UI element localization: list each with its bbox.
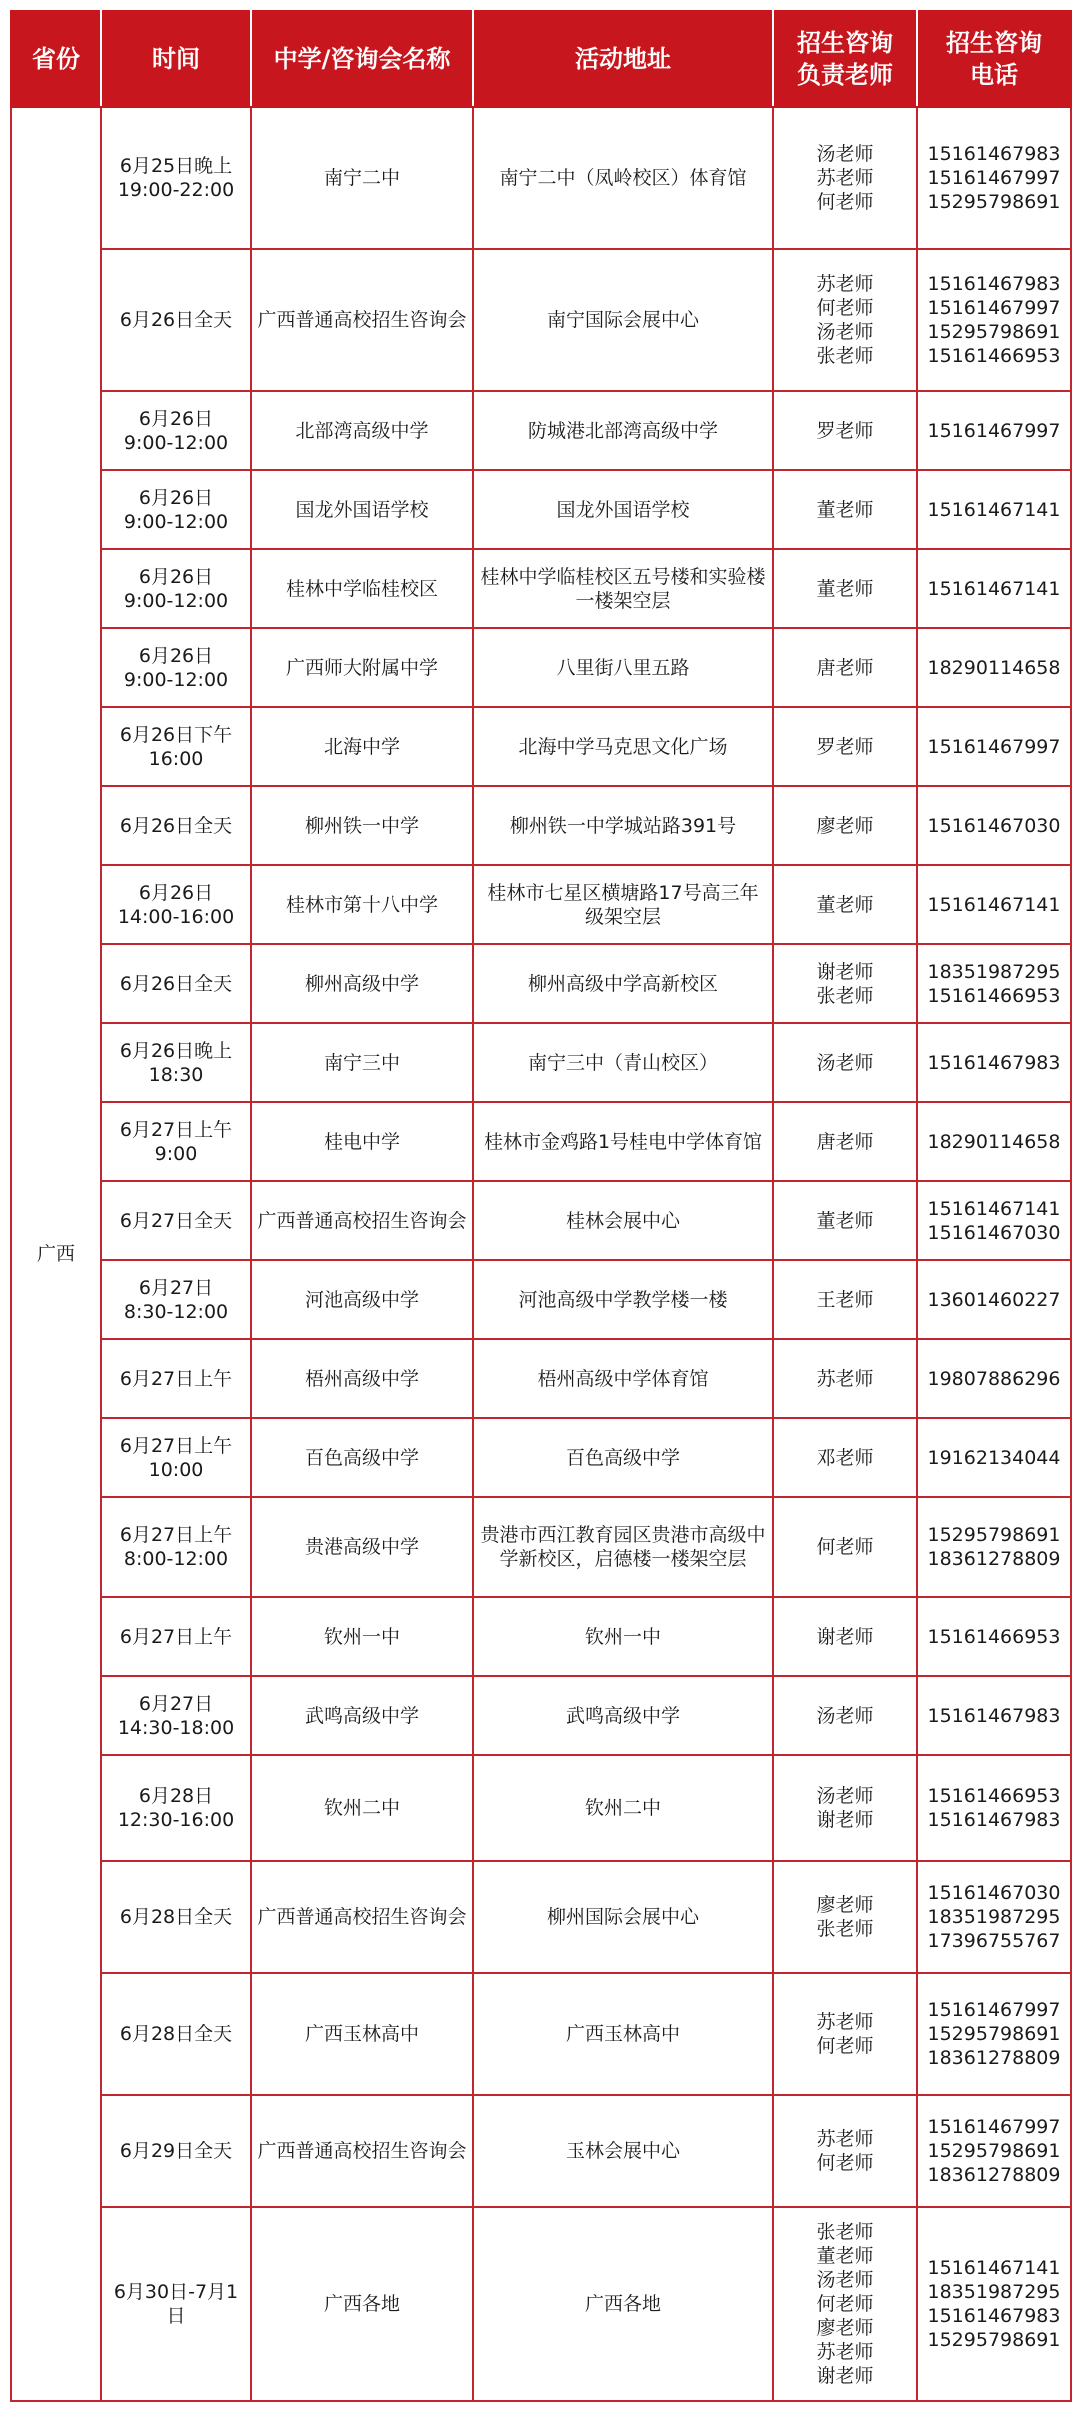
phone-cell-line: 15161467983 [927, 1051, 1061, 1074]
time-cell-line: 6月27日 [138, 1692, 214, 1715]
phone-cell-line: 15161467997 [927, 735, 1061, 758]
address-cell: 柳州国际会展中心 [473, 1861, 773, 1973]
school-cell: 广西玉林高中 [251, 1973, 473, 2095]
time-cell-line: 18:30 [148, 1063, 204, 1086]
school-cell: 广西普通高校招生咨询会 [251, 2095, 473, 2207]
teacher-cell [773, 1676, 917, 1755]
time-cell-line: 6月26日 [138, 565, 214, 588]
phone-cell-line: 15161467030 [927, 814, 1061, 837]
address-cell: 南宁三中（青山校区） [473, 1023, 773, 1102]
phone-cell-line: 15161466953 [927, 345, 1061, 367]
phone-cell [917, 1260, 1071, 1339]
teacher-cell-line: 何老师 [816, 2293, 874, 2315]
teacher-cell [773, 1861, 917, 1973]
teacher-cell [773, 1973, 917, 2095]
phone-cell [917, 628, 1071, 707]
school-cell: 桂电中学 [251, 1102, 473, 1181]
teacher-cell-line: 何老师 [816, 1536, 874, 1558]
phone-cell-line: 15161467997 [927, 297, 1061, 319]
teacher-cell [773, 786, 917, 865]
phone-cell [917, 1676, 1071, 1755]
time-cell [101, 249, 251, 391]
address-cell: 广西各地 [473, 2207, 773, 2401]
phone-cell-line: 15295798691 [927, 1524, 1061, 1546]
table-row [11, 944, 1071, 1023]
school-cell: 北海中学 [251, 707, 473, 786]
school-cell: 贵港高级中学 [251, 1497, 473, 1597]
phone-cell-line: 15295798691 [927, 2329, 1061, 2351]
teacher-cell-line: 汤老师 [816, 1051, 874, 1074]
header-school: 中学/咨询会名称 [251, 11, 473, 107]
teacher-cell [773, 1023, 917, 1102]
header-row [11, 11, 1071, 107]
phone-cell-line: 18290114658 [927, 1130, 1061, 1153]
table-row [11, 107, 1071, 249]
school-cell: 柳州铁一中学 [251, 786, 473, 865]
time-cell-line: 8:00-12:00 [123, 1548, 229, 1570]
time-cell-line: 6月26日 [138, 881, 214, 904]
phone-cell-line: 15161467983 [927, 273, 1061, 295]
header-province: 省份 [11, 11, 101, 107]
time-cell-line: 12:30-16:00 [117, 1809, 235, 1831]
address-cell: 武鸣高级中学 [473, 1676, 773, 1755]
school-cell: 钦州一中 [251, 1597, 473, 1676]
school-cell: 武鸣高级中学 [251, 1676, 473, 1755]
time-cell-line: 6月26日 [138, 407, 214, 430]
table-row [11, 2095, 1071, 2207]
phone-cell [917, 1755, 1071, 1861]
teacher-cell-line: 苏老师 [816, 2011, 874, 2033]
header-phone [917, 11, 1071, 107]
phone-cell-line: 15161467983 [927, 1704, 1061, 1727]
teacher-cell-line: 汤老师 [816, 321, 874, 343]
time-cell [101, 1676, 251, 1755]
school-cell: 广西各地 [251, 2207, 473, 2401]
header-teacher [773, 11, 917, 107]
teacher-cell-line: 何老师 [816, 297, 874, 319]
phone-cell [917, 1418, 1071, 1497]
header-teacher-line2: 负责老师 [797, 61, 893, 89]
teacher-cell [773, 470, 917, 549]
time-cell [101, 1102, 251, 1181]
teacher-cell-line: 唐老师 [816, 656, 874, 679]
teacher-cell [773, 1597, 917, 1676]
teacher-cell [773, 1181, 917, 1260]
teacher-cell-line: 邓老师 [816, 1446, 874, 1469]
table-row [11, 865, 1071, 944]
phone-cell-line: 15161466953 [927, 1625, 1061, 1648]
time-cell-line: 10:00 [148, 1458, 204, 1481]
phone-cell [917, 1339, 1071, 1418]
teacher-cell-line: 谢老师 [816, 1809, 874, 1831]
phone-cell [917, 470, 1071, 549]
time-cell-line: 6月27日上午 [119, 1625, 233, 1648]
teacher-cell-line: 张老师 [816, 1918, 874, 1940]
time-cell-line: 6月27日全天 [119, 1209, 233, 1232]
teacher-cell [773, 707, 917, 786]
time-cell-line: 6月27日上午 [119, 1118, 233, 1141]
time-cell-line: 9:00-12:00 [123, 510, 229, 533]
table-row [11, 1260, 1071, 1339]
teacher-cell-line: 苏老师 [816, 273, 874, 295]
phone-cell [917, 1861, 1071, 1973]
time-cell [101, 2207, 251, 2401]
phone-cell [917, 2207, 1071, 2401]
address-cell: 南宁国际会展中心 [473, 249, 773, 391]
table-row [11, 391, 1071, 470]
time-cell [101, 1755, 251, 1861]
teacher-cell-line: 谢老师 [816, 960, 874, 983]
address-cell: 防城港北部湾高级中学 [473, 391, 773, 470]
school-cell: 广西师大附属中学 [251, 628, 473, 707]
time-cell [101, 2095, 251, 2207]
phone-cell-line: 15295798691 [927, 2023, 1061, 2045]
phone-cell-line: 15161467030 [927, 1221, 1061, 1244]
teacher-cell [773, 549, 917, 628]
time-cell-line: 6月26日下午 [119, 723, 233, 746]
phone-cell-line: 15295798691 [927, 2140, 1061, 2162]
time-cell-line: 9:00 [154, 1142, 198, 1165]
table-row [11, 1181, 1071, 1260]
phone-cell [917, 391, 1071, 470]
schedule-table [10, 10, 1072, 2402]
header-address: 活动地址 [473, 11, 773, 107]
table-row [11, 1418, 1071, 1497]
phone-cell-line: 15161467983 [927, 2305, 1061, 2327]
teacher-cell [773, 1418, 917, 1497]
teacher-cell [773, 1260, 917, 1339]
school-cell: 河池高级中学 [251, 1260, 473, 1339]
time-cell [101, 628, 251, 707]
time-cell-line: 9:00-12:00 [123, 589, 229, 612]
header-phone-line2: 电话 [970, 61, 1018, 89]
table-row [11, 1597, 1071, 1676]
teacher-cell [773, 944, 917, 1023]
phone-cell-line: 15295798691 [927, 321, 1061, 343]
time-cell-line: 16:00 [148, 747, 204, 770]
school-cell: 国龙外国语学校 [251, 470, 473, 549]
time-cell-line: 6月27日上午 [119, 1367, 233, 1390]
time-cell-line: 8:30-12:00 [123, 1300, 229, 1323]
phone-cell-line: 18290114658 [927, 656, 1061, 679]
time-cell-line: 6月27日 [138, 1276, 214, 1299]
time-cell [101, 1861, 251, 1973]
school-cell: 桂林市第十八中学 [251, 865, 473, 944]
teacher-cell [773, 107, 917, 249]
teacher-cell [773, 249, 917, 391]
school-cell: 梧州高级中学 [251, 1339, 473, 1418]
time-cell-line: 19:00-22:00 [117, 179, 235, 201]
teacher-cell-line: 汤老师 [816, 143, 874, 165]
address-cell: 玉林会展中心 [473, 2095, 773, 2207]
address-cell: 国龙外国语学校 [473, 470, 773, 549]
time-cell [101, 707, 251, 786]
teacher-cell [773, 391, 917, 470]
time-cell [101, 107, 251, 249]
phone-cell-line: 15161466953 [927, 984, 1061, 1007]
time-cell-line: 6月27日上午 [119, 1524, 233, 1546]
address-cell: 桂林会展中心 [473, 1181, 773, 1260]
address-cell: 广西玉林高中 [473, 1973, 773, 2095]
phone-cell-line: 15161467983 [927, 143, 1061, 165]
teacher-cell-line: 董老师 [816, 498, 874, 521]
time-cell-line: 9:00-12:00 [123, 431, 229, 454]
time-cell [101, 1339, 251, 1418]
phone-cell-line: 18351987295 [927, 960, 1061, 983]
table-row [11, 249, 1071, 391]
time-cell-line: 日 [166, 2305, 186, 2327]
teacher-cell-line: 汤老师 [816, 1785, 874, 1807]
teacher-cell [773, 1755, 917, 1861]
teacher-cell-line: 何老师 [816, 191, 874, 213]
phone-cell-line: 15161467997 [927, 2116, 1061, 2138]
phone-cell [917, 1102, 1071, 1181]
school-cell: 广西普通高校招生咨询会 [251, 1861, 473, 1973]
table-row [11, 2207, 1071, 2401]
teacher-cell-line: 董老师 [816, 577, 874, 600]
phone-cell [917, 1497, 1071, 1597]
time-cell [101, 1181, 251, 1260]
phone-cell [917, 107, 1071, 249]
address-cell: 南宁二中（凤岭校区）体育馆 [473, 107, 773, 249]
phone-cell-line: 18361278809 [927, 2047, 1061, 2069]
teacher-cell-line: 张老师 [816, 2221, 874, 2243]
phone-cell [917, 2095, 1071, 2207]
phone-cell [917, 549, 1071, 628]
teacher-cell-line: 张老师 [816, 345, 874, 367]
phone-cell-line: 15161467983 [927, 1809, 1061, 1831]
phone-cell-line: 15161467997 [927, 419, 1061, 442]
phone-cell [917, 865, 1071, 944]
time-cell-line: 6月26日全天 [119, 309, 233, 331]
phone-cell-line: 15161467997 [927, 1999, 1061, 2021]
school-cell: 百色高级中学 [251, 1418, 473, 1497]
phone-cell-line: 18351987295 [927, 1906, 1061, 1928]
phone-cell [917, 1973, 1071, 2095]
school-cell: 广西普通高校招生咨询会 [251, 1181, 473, 1260]
teacher-cell-line: 廖老师 [816, 814, 874, 837]
table-row [11, 1755, 1071, 1861]
teacher-cell-line: 董老师 [816, 893, 874, 916]
time-cell-line: 6月26日 [138, 644, 214, 667]
time-cell [101, 549, 251, 628]
teacher-cell-line: 廖老师 [816, 2317, 874, 2339]
time-cell-line: 6月30日-7月1 [113, 2281, 239, 2303]
time-cell-line: 6月29日全天 [119, 2140, 233, 2162]
schedule-container [10, 10, 1070, 2402]
address-cell: 百色高级中学 [473, 1418, 773, 1497]
address-cell: 梧州高级中学体育馆 [473, 1339, 773, 1418]
teacher-cell-line: 王老师 [816, 1288, 874, 1311]
phone-cell-line: 15161467141 [927, 498, 1061, 521]
phone-cell-line: 13601460227 [927, 1288, 1061, 1311]
time-cell [101, 944, 251, 1023]
teacher-cell-line: 董老师 [816, 2245, 874, 2267]
phone-cell-line: 15161467141 [927, 893, 1061, 916]
teacher-cell-line: 谢老师 [816, 2365, 874, 2387]
time-cell [101, 1260, 251, 1339]
time-cell [101, 470, 251, 549]
phone-cell [917, 707, 1071, 786]
phone-cell-line: 18361278809 [927, 1548, 1061, 1570]
school-cell: 北部湾高级中学 [251, 391, 473, 470]
phone-cell-line: 15161467141 [927, 577, 1061, 600]
address-cell: 柳州铁一中学城站路391号 [473, 786, 773, 865]
time-cell-line: 9:00-12:00 [123, 668, 229, 691]
teacher-cell-line: 苏老师 [816, 167, 874, 189]
time-cell-line: 6月25日晚上 [119, 155, 233, 177]
header-teacher-line1: 招生咨询 [797, 29, 893, 57]
teacher-cell [773, 1497, 917, 1597]
teacher-cell-line: 董老师 [816, 1209, 874, 1232]
header-time: 时间 [101, 11, 251, 107]
phone-cell [917, 944, 1071, 1023]
phone-cell [917, 1023, 1071, 1102]
teacher-cell [773, 865, 917, 944]
teacher-cell-line: 罗老师 [816, 419, 874, 442]
time-cell [101, 1023, 251, 1102]
school-cell: 钦州二中 [251, 1755, 473, 1861]
teacher-cell [773, 628, 917, 707]
header-phone-line1: 招生咨询 [946, 29, 1042, 57]
phone-cell-line: 15295798691 [927, 191, 1061, 213]
table-row [11, 470, 1071, 549]
time-cell-line: 6月28日 [138, 1785, 214, 1807]
time-cell [101, 865, 251, 944]
table-row [11, 1676, 1071, 1755]
address-cell: 贵港市西江教育园区贵港市高级中学新校区，启德楼一楼架空层 [473, 1497, 773, 1597]
time-cell-line: 6月28日全天 [119, 2023, 233, 2045]
time-cell-line: 6月26日全天 [119, 972, 233, 995]
school-cell: 南宁三中 [251, 1023, 473, 1102]
address-cell: 桂林市七星区横塘路17号高三年级架空层 [473, 865, 773, 944]
address-cell: 柳州高级中学高新校区 [473, 944, 773, 1023]
teacher-cell [773, 2095, 917, 2207]
phone-cell-line: 15161467141 [927, 1197, 1061, 1220]
phone-cell-line: 15161466953 [927, 1785, 1061, 1807]
teacher-cell-line: 罗老师 [816, 735, 874, 758]
teacher-cell-line: 苏老师 [816, 1367, 874, 1390]
phone-cell [917, 1181, 1071, 1260]
province-cell: 广西 [11, 107, 101, 2401]
table-row [11, 549, 1071, 628]
phone-cell-line: 18351987295 [927, 2281, 1061, 2303]
time-cell-line: 14:00-16:00 [117, 905, 235, 928]
time-cell [101, 786, 251, 865]
teacher-cell-line: 谢老师 [816, 1625, 874, 1648]
table-row [11, 1973, 1071, 2095]
time-cell-line: 6月27日上午 [119, 1434, 233, 1457]
time-cell [101, 1418, 251, 1497]
phone-cell-line: 18361278809 [927, 2164, 1061, 2186]
address-cell: 河池高级中学教学楼一楼 [473, 1260, 773, 1339]
address-cell: 桂林中学临桂校区五号楼和实验楼一楼架空层 [473, 549, 773, 628]
time-cell [101, 1973, 251, 2095]
phone-cell [917, 786, 1071, 865]
address-cell: 钦州二中 [473, 1755, 773, 1861]
table-row [11, 786, 1071, 865]
teacher-cell-line: 苏老师 [816, 2128, 874, 2150]
table-row [11, 1497, 1071, 1597]
time-cell [101, 1497, 251, 1597]
phone-cell-line: 15161467141 [927, 2257, 1061, 2279]
phone-cell [917, 249, 1071, 391]
table-row [11, 1861, 1071, 1973]
phone-cell-line: 15161467997 [927, 167, 1061, 189]
time-cell-line: 6月26日 [138, 486, 214, 509]
table-row [11, 1023, 1071, 1102]
time-cell-line: 6月26日全天 [119, 814, 233, 837]
school-cell: 广西普通高校招生咨询会 [251, 249, 473, 391]
teacher-cell-line: 汤老师 [816, 2269, 874, 2291]
time-cell [101, 1597, 251, 1676]
phone-cell [917, 1597, 1071, 1676]
teacher-cell [773, 1339, 917, 1418]
school-cell: 柳州高级中学 [251, 944, 473, 1023]
time-cell-line: 6月26日晚上 [119, 1039, 233, 1062]
teacher-cell-line: 何老师 [816, 2152, 874, 2174]
schedule-body [11, 107, 1071, 2401]
table-row [11, 628, 1071, 707]
time-cell-line: 14:30-18:00 [117, 1716, 235, 1739]
table-row [11, 1102, 1071, 1181]
address-cell: 北海中学马克思文化广场 [473, 707, 773, 786]
address-cell: 八里街八里五路 [473, 628, 773, 707]
school-cell: 南宁二中 [251, 107, 473, 249]
phone-cell-line: 15161467030 [927, 1882, 1061, 1904]
teacher-cell [773, 1102, 917, 1181]
table-row [11, 707, 1071, 786]
phone-cell-line: 19807886296 [927, 1367, 1061, 1390]
time-cell-line: 6月28日全天 [119, 1906, 233, 1928]
time-cell [101, 391, 251, 470]
teacher-cell [773, 2207, 917, 2401]
teacher-cell-line: 汤老师 [816, 1704, 874, 1727]
address-cell: 钦州一中 [473, 1597, 773, 1676]
school-cell: 桂林中学临桂校区 [251, 549, 473, 628]
teacher-cell-line: 苏老师 [816, 2341, 874, 2363]
teacher-cell-line: 张老师 [816, 984, 874, 1007]
table-row [11, 1339, 1071, 1418]
phone-cell-line: 19162134044 [927, 1446, 1061, 1469]
address-cell: 桂林市金鸡路1号桂电中学体育馆 [473, 1102, 773, 1181]
teacher-cell-line: 廖老师 [816, 1894, 874, 1916]
phone-cell-line: 17396755767 [927, 1930, 1061, 1952]
teacher-cell-line: 唐老师 [816, 1130, 874, 1153]
teacher-cell-line: 何老师 [816, 2035, 874, 2057]
